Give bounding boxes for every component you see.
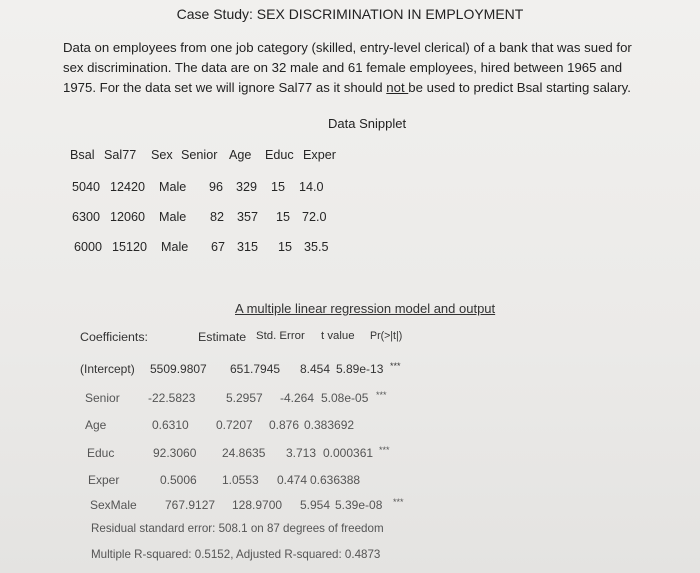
coef-p: 0.636388 — [310, 473, 361, 487]
coef-estimate: -22.5823 — [148, 391, 196, 405]
snippet-cell: 35.5 — [304, 240, 329, 254]
coef-name: Senior — [85, 391, 120, 405]
snippet-cell: 72.0 — [302, 210, 327, 224]
coef-name: (Intercept) — [80, 362, 135, 376]
coef-se: 0.7207 — [216, 418, 253, 432]
coef-sig: *** — [393, 497, 404, 507]
snippet-header-cell: Exper — [303, 148, 336, 162]
emphasis-not: not — [386, 80, 409, 95]
coef-name: Exper — [88, 473, 120, 487]
snippet-cell: 6000 — [74, 240, 103, 254]
coef-name: SexMale — [90, 498, 137, 512]
snippet-header-cell: Bsal — [70, 148, 95, 162]
coef-estimate: 5509.9807 — [150, 362, 207, 376]
snippet-cell: 15120 — [112, 240, 148, 254]
snippet-cell: 6300 — [72, 210, 101, 224]
coef-col-header: t value — [321, 330, 355, 342]
coef-t: -4.264 — [280, 391, 315, 405]
coef-t: 0.876 — [269, 418, 300, 432]
coef-col-header: Estimate — [198, 330, 247, 344]
coef-col-header: Pr(>|t|) — [370, 330, 403, 342]
coef-se: 651.7945 — [230, 362, 281, 376]
snippet-cell: 15 — [278, 240, 293, 254]
residual-error-line: Residual standard error: 508.1 on 87 degrees of freedom — [91, 522, 384, 535]
coef-estimate: 92.3060 — [153, 446, 197, 460]
coef-name: Age — [85, 418, 107, 432]
coef-t: 8.454 — [300, 362, 331, 376]
coef-col-header: Std. Error — [256, 330, 305, 342]
model-title: A multiple linear regression model and output — [235, 301, 496, 316]
snippet-header-cell: Sex — [151, 148, 173, 162]
coef-sig: *** — [379, 445, 390, 455]
snippet-cell: 5040 — [72, 180, 101, 194]
coef-p: 5.39e-08 — [335, 498, 383, 512]
snippet-header-cell: Sal77 — [104, 148, 137, 162]
intro-paragraph — [63, 38, 663, 98]
snippet-cell: 12060 — [110, 210, 146, 224]
coef-estimate: 767.9127 — [165, 498, 216, 512]
snippet-cell: 14.0 — [299, 180, 324, 194]
coef-name: Educ — [87, 446, 115, 460]
coef-se: 128.9700 — [232, 498, 283, 512]
coef-p: 0.383692 — [304, 418, 355, 432]
coef-sig: *** — [376, 390, 387, 400]
intro-line: 1975. For the data set we will ignore Sal77 as it should not be used to predict Bsal starting salary. — [63, 80, 631, 95]
coef-p: 0.000361 — [323, 446, 374, 460]
coef-sig: *** — [390, 361, 401, 371]
coef-se: 5.2957 — [226, 391, 263, 405]
coef-se: 24.8635 — [222, 446, 266, 460]
snippet-cell: 67 — [211, 240, 226, 254]
coef-label: Coefficients: — [80, 330, 148, 344]
snippet-cell: 96 — [209, 180, 224, 194]
coef-estimate: 0.5006 — [160, 473, 197, 487]
snippet-cell: 357 — [237, 210, 259, 224]
snippet-cell: 15 — [271, 180, 286, 194]
coef-p: 5.08e-05 — [321, 391, 369, 405]
r-squared-line: Multiple R-squared: 0.5152, Adjusted R-squared: 0.4873 — [91, 548, 381, 561]
snippet-cell: Male — [159, 210, 187, 224]
snippet-cell: Male — [159, 180, 187, 194]
snippet-header-cell: Age — [229, 148, 252, 162]
snippet-cell: 12420 — [110, 180, 146, 194]
snippet-cell: 329 — [236, 180, 258, 194]
snippet-cell: 15 — [276, 210, 291, 224]
snippet-cell: 315 — [237, 240, 259, 254]
coef-t: 3.713 — [286, 446, 317, 460]
page-title: Case Study: SEX DISCRIMINATION IN EMPLOYMENT — [176, 6, 524, 22]
snippet-cell: 82 — [210, 210, 225, 224]
snippet-cell: Male — [161, 240, 189, 254]
coef-p: 5.89e-13 — [336, 362, 384, 376]
snippet-title: Data Snipplet — [328, 116, 407, 131]
coef-estimate: 0.6310 — [152, 418, 189, 432]
snippet-header-cell: Senior — [181, 148, 218, 162]
intro-line: Data on employees from one job category (skilled, entry-level clerical) of a bank that was sued for — [63, 40, 632, 55]
coef-se: 1.0553 — [222, 473, 259, 487]
coef-t: 5.954 — [300, 498, 331, 512]
intro-line: sex discrimination. The data are on 32 male and 61 female employees, hired between 1965 and — [63, 60, 623, 75]
snippet-header-cell: Educ — [265, 148, 294, 162]
coef-t: 0.474 — [277, 473, 308, 487]
